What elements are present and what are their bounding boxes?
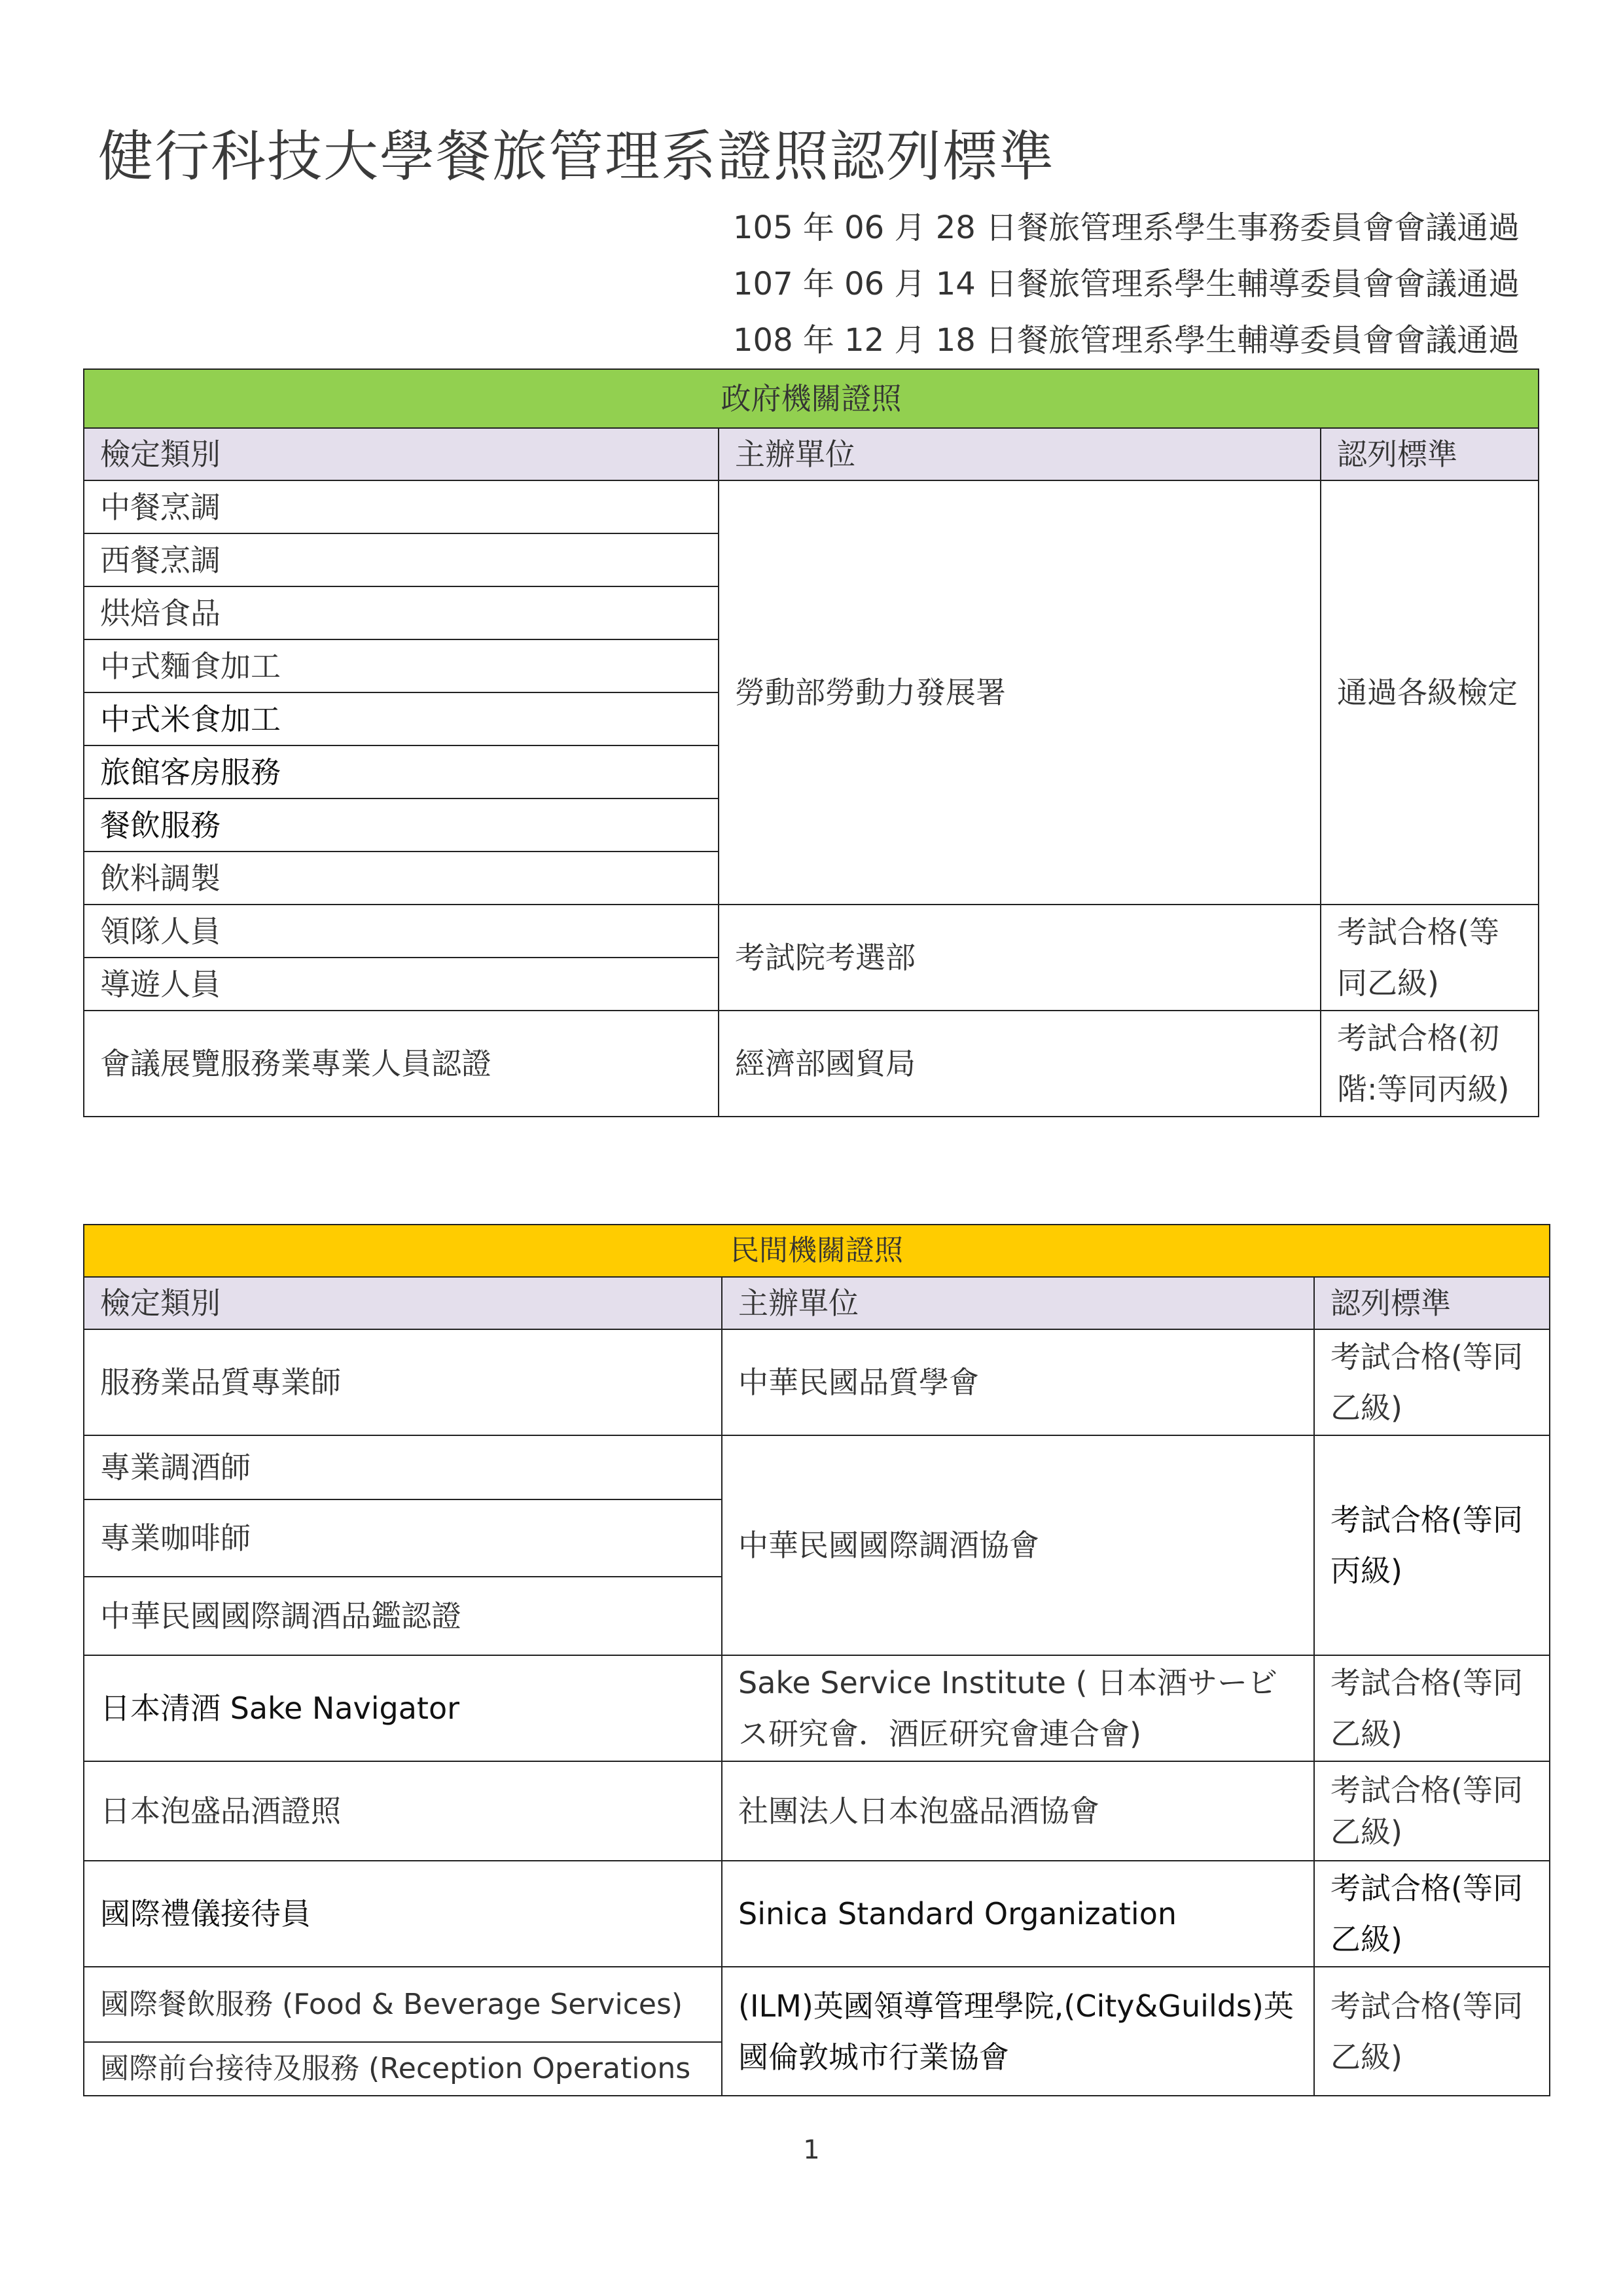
column-header-standard: 認列標準 xyxy=(1314,1277,1550,1329)
category-cell: 旅館客房服務 xyxy=(84,745,719,798)
category-cell: 中華民國國際調酒品鑑認證 xyxy=(84,1577,722,1655)
category-cell: 服務業品質專業師 xyxy=(84,1329,722,1435)
category-cell: 國際禮儀接待員 xyxy=(84,1861,722,1967)
approval-notes xyxy=(733,200,1541,368)
column-header-standard: 認列標準 xyxy=(1321,428,1539,480)
private-certificates-table xyxy=(83,1224,1550,2096)
organizer-cell: 經濟部國貿局 xyxy=(719,1011,1321,1117)
organizer-cell: 勞動部勞動力發展署 xyxy=(719,480,1321,905)
approval-line: 105 年 06 月 28 日餐旅管理系學生事務委員會會議通過 xyxy=(733,209,1520,246)
category-cell: 中餐烹調 xyxy=(84,480,719,533)
page-number: 1 xyxy=(803,2135,820,2165)
organizer-cell: Sake Service Institute ( 日本酒サービス研究會．酒匠研究會連合會) xyxy=(722,1655,1314,1761)
column-header-category: 檢定類別 xyxy=(84,1277,722,1329)
standard-cell: 考試合格(等同乙級) xyxy=(1321,905,1539,1011)
category-cell: 西餐烹調 xyxy=(84,533,719,586)
column-header-category: 檢定類別 xyxy=(84,428,719,480)
document-title: 健行科技大學餐旅管理系證照認列標準 xyxy=(98,124,1056,188)
category-cell: 領隊人員 xyxy=(84,905,719,958)
category-cell: 會議展覽服務業專業人員認證 xyxy=(84,1011,719,1117)
approval-line: 107 年 06 月 14 日餐旅管理系學生輔導委員會會議通過 xyxy=(733,266,1520,302)
standard-cell: 通過各級檢定 xyxy=(1321,480,1539,905)
category-cell: 日本清酒 Sake Navigator xyxy=(84,1655,722,1761)
organizer-cell: 中華民國國際調酒協會 xyxy=(722,1435,1314,1655)
category-cell: 導遊人員 xyxy=(84,958,719,1011)
organizer-cell: 考試院考選部 xyxy=(719,905,1321,1011)
standard-cell: 考試合格(等同乙級) xyxy=(1314,1861,1550,1967)
category-cell: 飲料調製 xyxy=(84,852,719,905)
organizer-cell: 中華民國品質學會 xyxy=(722,1329,1314,1435)
organizer-cell: 社團法人日本泡盛品酒協會 xyxy=(722,1761,1314,1861)
category-cell: 專業調酒師 xyxy=(84,1435,722,1499)
column-header-organizer: 主辦單位 xyxy=(719,428,1321,480)
approval-line: 108 年 12 月 18 日餐旅管理系學生輔導委員會會議通過 xyxy=(733,322,1520,359)
category-cell: 國際餐飲服務 (Food & Beverage Services) xyxy=(84,1967,722,2042)
category-cell: 餐飲服務 xyxy=(84,798,719,852)
standard-cell: 考試合格(等同丙級) xyxy=(1314,1435,1550,1655)
category-cell: 中式麵食加工 xyxy=(84,639,719,692)
standard-cell: 考試合格(初階:等同丙級) xyxy=(1321,1011,1539,1117)
standard-cell: 考試合格(等同乙級) xyxy=(1314,1329,1550,1435)
category-cell: 日本泡盛品酒證照 xyxy=(84,1761,722,1861)
category-cell: 國際前台接待及服務 (Reception Operations xyxy=(84,2042,722,2096)
category-cell: 中式米食加工 xyxy=(84,692,719,745)
private-table-heading: 民間機關證照 xyxy=(84,1225,1550,1277)
standard-cell: 考試合格(等同乙級) xyxy=(1314,1967,1550,2096)
government-certificates-table xyxy=(83,368,1539,1117)
government-table-heading: 政府機關證照 xyxy=(84,369,1539,428)
organizer-cell: Sinica Standard Organization xyxy=(722,1861,1314,1967)
category-cell: 烘焙食品 xyxy=(84,586,719,639)
organizer-cell: (ILM)英國領導管理學院,(City&Guilds)英國倫敦城市行業協會 xyxy=(722,1967,1314,2096)
standard-cell: 考試合格(等同乙級) xyxy=(1314,1655,1550,1761)
column-header-organizer: 主辦單位 xyxy=(722,1277,1314,1329)
standard-cell: 考試合格(等同乙級) xyxy=(1314,1761,1550,1861)
category-cell: 專業咖啡師 xyxy=(84,1499,722,1577)
